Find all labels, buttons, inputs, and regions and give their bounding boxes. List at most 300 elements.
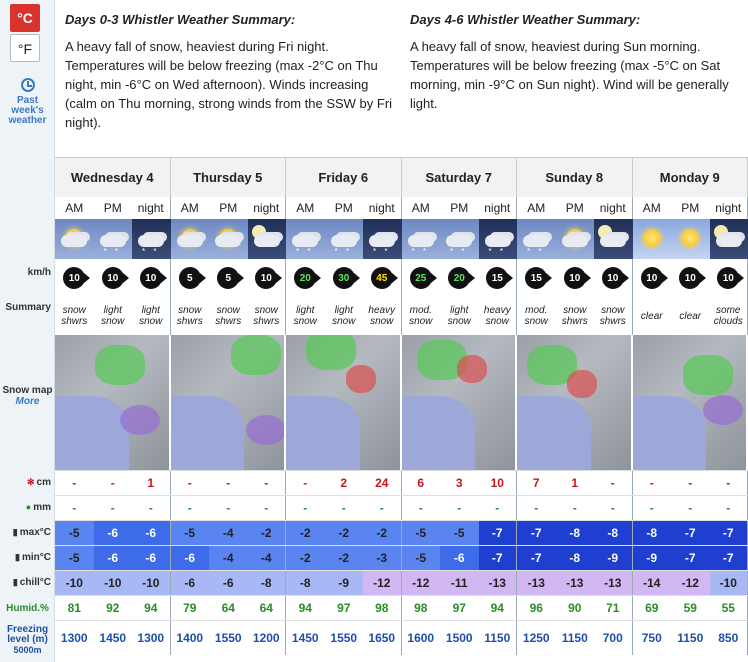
humidity-value: 81	[67, 601, 81, 615]
wind-cell	[479, 259, 518, 297]
period-label: PM	[334, 201, 353, 215]
period-label: AM	[296, 201, 315, 215]
rain-mm-value: -	[534, 501, 539, 515]
wind-cell	[710, 259, 748, 297]
snowflake-shape: * *	[334, 247, 352, 256]
weather-summary: light snow	[447, 305, 471, 327]
map-water	[171, 396, 245, 470]
wind-arrow-icon: 45	[371, 267, 393, 289]
chill-temp-value: -13	[517, 571, 556, 595]
snow-cm-value: 3	[455, 476, 463, 490]
rain-mm-value: -	[418, 501, 423, 515]
wind-cell	[594, 259, 633, 297]
chill-temp-value: -12	[363, 571, 402, 595]
min-temp-value: -4	[248, 546, 287, 570]
chill-temp-value: -10	[55, 571, 94, 595]
min-temp-value: -5	[55, 546, 94, 570]
chill-temp-value: -12	[402, 571, 441, 595]
cloud-sun-icon	[556, 219, 595, 259]
snow-cover	[683, 355, 733, 395]
wind-arrow-icon: 10	[602, 267, 624, 289]
chill-temp-row	[55, 570, 748, 595]
wind-cell	[633, 259, 672, 297]
wind-arrow-icon: 10	[63, 267, 85, 289]
min-temp-value: -6	[440, 546, 479, 570]
rain-mm-value: -	[187, 501, 192, 515]
chill-temp-value: -6	[209, 571, 248, 595]
chill-temp-value: -10	[132, 571, 171, 595]
cloud-snow-icon	[402, 219, 441, 259]
snow-map-thumbnail[interactable]	[633, 335, 748, 470]
wind-arrow-icon: 10	[717, 267, 739, 289]
freezing-level-value: 1250	[522, 631, 550, 645]
chill-temp-value: -13	[556, 571, 595, 595]
chill-temp-value: -9	[325, 571, 364, 595]
snow-cm-value: 6	[417, 476, 425, 490]
weather-summary: heavy snow	[363, 297, 402, 335]
min-temp-value: -4	[209, 546, 248, 570]
weather-summary: snow shwrs	[176, 305, 203, 327]
snow-cm-value: -	[248, 471, 287, 495]
snowflake-shape: * *	[373, 247, 391, 256]
humidity-value: 92	[106, 601, 120, 615]
cloud-shape	[292, 235, 318, 247]
cloud-shape	[523, 235, 549, 247]
humidity-row	[55, 595, 748, 620]
snow-cover	[567, 370, 597, 398]
cloud-shape	[485, 235, 511, 247]
day-header: Monday 9	[633, 158, 748, 197]
freezing-level-value: 1600	[407, 631, 435, 645]
humidity-value: 98	[414, 601, 428, 615]
freezing-level-value: 1200	[248, 621, 287, 655]
chill-temp-value: -14	[633, 571, 672, 595]
min-temp-value: -2	[325, 546, 364, 570]
max-temp-row	[55, 520, 748, 545]
wind-cell	[671, 259, 710, 297]
rain-mm-value: -	[226, 501, 231, 515]
max-temp-value: -7	[710, 521, 748, 545]
period-label: AM	[180, 201, 199, 215]
wind-cell	[55, 259, 94, 297]
max-temp-value: -6	[132, 521, 171, 545]
period-row	[55, 197, 748, 219]
wind-arrow-icon: 10	[641, 267, 663, 289]
min-temp-value: -2	[286, 546, 325, 570]
cloud-shape	[408, 235, 434, 247]
wind-arrow-icon: 5	[179, 267, 201, 289]
max-temp-value: -7	[517, 521, 556, 545]
snow-cm-value: -	[710, 471, 748, 495]
cloud-snow-icon	[440, 219, 479, 259]
snow-cm-value: -	[110, 476, 115, 490]
chill-temp-value: -13	[594, 571, 633, 595]
humidity-value: 98	[363, 596, 402, 620]
freezing-level-value: 1300	[60, 631, 88, 645]
humidity-value: 97	[337, 601, 351, 615]
max-temp-value: -6	[94, 521, 133, 545]
humidity-value: 64	[221, 601, 235, 615]
wind-arrow-icon: 10	[140, 267, 162, 289]
raindrop-icon: ●	[25, 502, 32, 512]
wind-arrow-icon: 10	[564, 267, 586, 289]
summary-text: A heavy fall of snow, heaviest during Sun morning. Temperatures will be below freezing (max -5°C on Sat morning, min -9°C on Sun night). Wind will be generally light.	[410, 39, 729, 111]
humidity-value: 90	[568, 601, 582, 615]
freezing-level-value: 1450	[99, 631, 127, 645]
summary-title: Days 4-6 Whistler Weather Summary:	[410, 12, 641, 27]
max-temp-value: -5	[171, 521, 210, 545]
day-header-row	[55, 157, 748, 197]
summary-days-0-3	[65, 10, 395, 132]
sun-icon	[633, 219, 672, 259]
cloud-snow-icon	[286, 219, 325, 259]
wind-arrow-icon: 25	[410, 267, 432, 289]
day-header: Friday 6	[286, 158, 402, 197]
snow-cm-value: -	[303, 476, 308, 490]
wind-cell	[286, 259, 325, 297]
max-temp-value: -8	[556, 521, 595, 545]
max-temp-value: -8	[633, 521, 672, 545]
snow-cm-value: 1	[571, 476, 579, 490]
cloud-shape	[600, 235, 626, 247]
snow-cm-value: -	[594, 471, 633, 495]
wind-arrow-icon: 10	[255, 267, 277, 289]
day-header: Saturday 7	[402, 158, 518, 197]
humidity-label: Humid.%	[6, 603, 49, 614]
max-temp-value: -2	[286, 521, 325, 545]
freezing-level-value: 1150	[479, 621, 518, 655]
freezing-level-value: 1150	[561, 631, 588, 645]
humidity-value: 96	[529, 601, 543, 615]
snow-cm-value: -	[72, 476, 77, 490]
snowflake-icon: ✻	[27, 477, 35, 487]
period-label: night	[479, 197, 518, 219]
cloud-snow-icon	[94, 219, 133, 259]
cloud-night-snow-icon	[363, 219, 402, 259]
min-temp-value: -7	[479, 546, 518, 570]
cloud-snow-icon	[325, 219, 364, 259]
cloud-shape	[446, 235, 472, 247]
cloud-shape	[331, 235, 357, 247]
freezing-level-row	[55, 620, 748, 655]
freezing-level-value: 1150	[677, 631, 704, 645]
weather-summary: heavy snow	[479, 297, 518, 335]
weather-summary: mod. snow	[524, 305, 548, 327]
rain-mm-value: -	[710, 496, 748, 520]
rain-mm-label: ● mm	[25, 502, 51, 513]
min-temp-value: -6	[94, 546, 133, 570]
chill-temp-value: -6	[171, 571, 210, 595]
freezing-level-value: 1300	[132, 621, 171, 655]
snow-map-thumbnail[interactable]	[517, 335, 633, 470]
min-temp-value: -7	[671, 546, 710, 570]
snow-cm-value: -	[187, 476, 192, 490]
wind-cell	[325, 259, 364, 297]
period-label: AM	[411, 201, 430, 215]
freezing-level-value: 1450	[291, 631, 319, 645]
wind-cell	[440, 259, 479, 297]
rain-mm-value: -	[479, 496, 518, 520]
chill-temp-value: -13	[479, 571, 518, 595]
freezing-level-value: 1650	[363, 621, 402, 655]
moon-cloud-icon	[710, 219, 748, 259]
thermometer-icon: ▮	[15, 552, 20, 562]
weather-summary: snow shwrs	[561, 305, 588, 327]
map-water	[517, 396, 591, 470]
cloud-shape	[61, 235, 87, 247]
celsius-toggle[interactable]: °C	[10, 4, 40, 32]
humidity-value: 94	[479, 596, 518, 620]
wind-cell	[94, 259, 133, 297]
rain-mm-value: -	[72, 501, 77, 515]
freezing-level-value: 1550	[214, 631, 242, 645]
weather-summary: clear	[679, 310, 702, 322]
freezing-level-value: 1550	[330, 631, 358, 645]
chill-temp-value: -11	[440, 571, 479, 595]
period-label: PM	[681, 201, 700, 215]
cloud-sun-icon	[209, 219, 248, 259]
map-water	[286, 396, 360, 470]
moon-cloud-icon	[248, 219, 287, 259]
snow-map-thumbnail[interactable]	[286, 335, 402, 470]
max-temp-label: ▮ max°C	[12, 527, 51, 538]
weather-summary: clear	[640, 310, 663, 322]
clock-icon	[21, 78, 35, 92]
cloud-sun-icon	[171, 219, 210, 259]
snow-cover	[95, 345, 145, 385]
snow-cm-value: 7	[532, 476, 540, 490]
wind-cell	[556, 259, 595, 297]
wind-arrow-icon: 10	[102, 267, 124, 289]
summary-days-4-6	[410, 10, 740, 113]
map-water	[55, 396, 129, 470]
wind-cell	[209, 259, 248, 297]
wind-cell	[363, 259, 402, 297]
snow-cm-value: -	[649, 476, 654, 490]
summary-title: Days 0-3 Whistler Weather Summary:	[65, 12, 296, 27]
snow-cm-row	[55, 470, 748, 495]
rain-mm-row	[55, 495, 748, 520]
day-header: Wednesday 4	[55, 158, 171, 197]
weather-summary: light snow	[132, 297, 171, 335]
snow-cm-value: 1	[132, 471, 171, 495]
min-temp-value: -6	[132, 546, 171, 570]
snow-cover	[246, 415, 286, 445]
period-label: night	[248, 197, 287, 219]
humidity-value: 71	[594, 596, 633, 620]
freezing-level-value: 850	[710, 621, 748, 655]
rain-mm-value: -	[649, 501, 654, 515]
summary-label: Summary	[5, 302, 51, 313]
period-label: night	[132, 197, 171, 219]
rain-mm-value: -	[688, 501, 693, 515]
wind-cell	[402, 259, 441, 297]
min-temp-value: -9	[594, 546, 633, 570]
wind-cell	[517, 259, 556, 297]
period-label: PM	[565, 201, 584, 215]
cloud-shape	[254, 235, 280, 247]
freezing-level-label: Freezing level (m) 5000m	[6, 624, 49, 655]
weather-summary: light snow	[101, 305, 125, 327]
wind-arrow-icon: 15	[525, 267, 547, 289]
cloud-shape	[100, 235, 126, 247]
min-temp-value: -9	[633, 546, 672, 570]
weather-summary: some clouds	[710, 297, 748, 335]
snow-cover	[457, 355, 487, 383]
weather-summary: light snow	[332, 305, 356, 327]
wind-arrow-icon: 15	[486, 267, 508, 289]
chill-temp-value: -8	[248, 571, 287, 595]
row-label-column	[0, 0, 55, 662]
max-temp-value: -2	[248, 521, 287, 545]
wind-row	[55, 259, 748, 297]
freezing-level-value: 1500	[445, 631, 473, 645]
chill-temp-value: -10	[710, 571, 748, 595]
chill-temp-value: -10	[94, 571, 133, 595]
wind-cell	[132, 259, 171, 297]
snow-cm-value: -	[226, 476, 231, 490]
rain-mm-value: -	[457, 501, 462, 515]
sun-shape	[643, 229, 661, 247]
snowflake-shape: * *	[488, 247, 506, 256]
weather-summary: mod. snow	[409, 305, 433, 327]
snowflake-shape: * *	[411, 247, 429, 256]
humidity-value: 94	[132, 596, 171, 620]
humidity-value: 64	[248, 596, 287, 620]
snow-cm-value: -	[688, 476, 693, 490]
rain-mm-value: -	[132, 496, 171, 520]
cloud-shape	[138, 235, 164, 247]
rain-mm-value: -	[303, 501, 308, 515]
day-header: Sunday 8	[517, 158, 633, 197]
snow-map-more-link[interactable]: More	[15, 396, 40, 407]
wind-arrow-icon: 30	[333, 267, 355, 289]
cloud-night-snow-icon	[132, 219, 171, 259]
snow-map-thumbnail[interactable]	[171, 335, 287, 470]
humidity-value: 69	[645, 601, 659, 615]
cloud-shape	[716, 235, 742, 247]
weather-summary: light snow	[293, 305, 317, 327]
period-label: PM	[103, 201, 122, 215]
summary-text: A heavy fall of snow, heaviest during Fri night. Temperatures will be below freezing (max -2°C on Thu night, min -6°C on Wed afternoon). Winds increasing (calm on Thu morning, strong winds from the SSW by Fri night).	[65, 39, 393, 130]
freezing-level-value: 700	[594, 621, 633, 655]
period-label: PM	[219, 201, 238, 215]
min-temp-value: -7	[710, 546, 748, 570]
snow-cover	[346, 365, 376, 393]
wind-cell	[248, 259, 287, 297]
cloud-snow-icon	[517, 219, 556, 259]
period-label: night	[363, 197, 402, 219]
period-label: AM	[65, 201, 84, 215]
snow-cm-label: ✻ cm	[27, 477, 51, 488]
cloud-shape	[562, 235, 588, 247]
snow-cover	[306, 335, 356, 370]
max-temp-value: -2	[325, 521, 364, 545]
snow-cover	[231, 335, 281, 375]
thermometer-icon: ▮	[12, 577, 18, 587]
chill-temp-value: -8	[286, 571, 325, 595]
chill-temp-label: ▮ chill°C	[12, 577, 51, 588]
cloud-sun-icon	[55, 219, 94, 259]
freezing-level-value: 750	[641, 631, 662, 645]
snow-cover	[120, 405, 160, 435]
rain-mm-value: -	[572, 501, 577, 515]
humidity-value: 55	[710, 596, 748, 620]
snow-map-thumbnail[interactable]	[55, 335, 171, 470]
wind-arrow-icon: 20	[294, 267, 316, 289]
weather-summary: snow shwrs	[594, 297, 633, 335]
rain-mm-value: -	[110, 501, 115, 515]
period-label: night	[594, 197, 633, 219]
min-temp-value: -7	[517, 546, 556, 570]
rain-mm-value: -	[363, 496, 402, 520]
fahrenheit-toggle[interactable]: °F	[10, 34, 40, 62]
moon-cloud-icon	[594, 219, 633, 259]
humidity-value: 79	[183, 601, 197, 615]
weather-summary: snow shwrs	[61, 305, 88, 327]
summary-row	[55, 297, 748, 335]
period-label: PM	[450, 201, 469, 215]
map-water	[633, 396, 707, 470]
thermometer-icon: ▮	[12, 527, 18, 537]
snow-cm-value: 24	[363, 471, 402, 495]
wind-arrow-icon: 20	[448, 267, 470, 289]
cloud-shape	[369, 235, 395, 247]
snow-map-thumbnail[interactable]	[402, 335, 518, 470]
min-temp-row	[55, 545, 748, 570]
snowflake-shape: * *	[142, 247, 160, 256]
chill-temp-value: -12	[671, 571, 710, 595]
period-label: night	[710, 197, 748, 219]
map-water	[402, 396, 476, 470]
wind-arrow-icon: 5	[217, 267, 239, 289]
rain-mm-value: -	[594, 496, 633, 520]
min-temp-label: ▮ min°C	[15, 552, 51, 563]
snow-cm-value: 10	[479, 471, 518, 495]
snowflake-shape: * *	[450, 247, 468, 256]
max-temp-value: -7	[671, 521, 710, 545]
max-temp-value: -4	[209, 521, 248, 545]
cloud-shape	[177, 235, 203, 247]
snow-map-row	[55, 335, 748, 470]
max-temp-value: -5	[55, 521, 94, 545]
snowflake-shape: * *	[103, 247, 121, 256]
cloud-shape	[215, 235, 241, 247]
weather-summary: snow shwrs	[248, 297, 287, 335]
day-header: Thursday 5	[171, 158, 287, 197]
max-temp-value: -5	[402, 521, 441, 545]
min-temp-value: -5	[402, 546, 441, 570]
wind-cell	[171, 259, 210, 297]
humidity-value: 97	[452, 601, 466, 615]
snowflake-shape: * *	[527, 247, 545, 256]
period-label: AM	[642, 201, 661, 215]
snow-map-label: Snow map More	[0, 385, 55, 407]
freezing-level-value: 1400	[176, 631, 204, 645]
rain-mm-value: -	[248, 496, 287, 520]
snowflake-shape: * *	[296, 247, 314, 256]
min-temp-value: -3	[363, 546, 402, 570]
wind-arrow-icon: 10	[679, 267, 701, 289]
max-temp-value: -8	[594, 521, 633, 545]
humidity-value: 59	[683, 601, 697, 615]
snow-cover	[703, 395, 743, 425]
min-temp-value: -8	[556, 546, 595, 570]
cloud-night-snow-icon	[479, 219, 518, 259]
rain-mm-value: -	[341, 501, 346, 515]
max-temp-value: -5	[440, 521, 479, 545]
past-weather-link[interactable]: Past week's weather	[0, 78, 55, 126]
